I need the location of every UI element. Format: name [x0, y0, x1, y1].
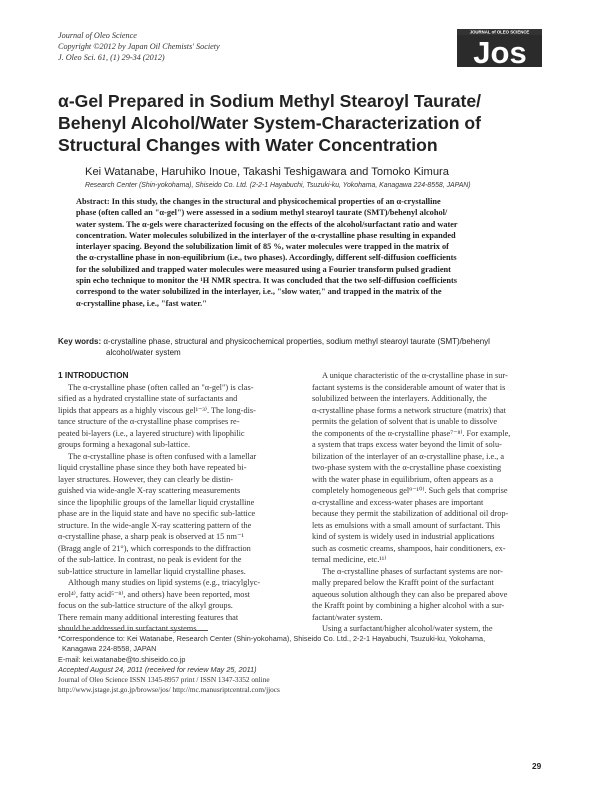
keywords-line-1: α-crystalline phase, structural and physicochemical properties, sodium methyl stearoyl taurate (SMT)/behenyl — [103, 337, 490, 346]
affiliation: Research Center (Shin-yokohama), Shiseido Co. Ltd. (2-2-1 Hayabuchi, Tsuzuki-ku, Yokohama, Kanagawa 224-8558, JAPAN) — [85, 182, 471, 189]
body-line: solubilized between the interlayers. Additionally, the — [312, 394, 487, 403]
body-line: because they permit the stabilization of additional oil drop- — [312, 509, 509, 518]
body-line: (Bragg angle of 21°), which corresponds to the diffraction — [58, 543, 251, 553]
left-column — [58, 370, 298, 635]
body-line: tance structure of the α-crystalline phase comprises re- — [58, 417, 240, 426]
body-line: sub-lattice structure in lamellar liquid crystalline phases. — [58, 566, 246, 576]
abstract-line: α-crystalline phase, i.e., "fast water." — [76, 298, 207, 308]
title-line-2: Behenyl Alcohol/Water System-Characterization of — [58, 113, 481, 133]
footnote — [58, 634, 485, 696]
journal-logo — [457, 29, 542, 67]
abstract-line: for the solubilized and trapped water molecules were measured using a Fourier transform pulsed gradient — [76, 264, 451, 274]
body-line: ternal medicine, etc.¹¹⁾ — [312, 555, 387, 564]
body-line: such as cosmetic creams, shampoos, hair conditioners, ex- — [312, 543, 506, 553]
body-line: layer structures. However, they can clearly be distin- — [58, 474, 233, 484]
body-line: phase are in the liquid state and have no specific sub-lattice — [58, 509, 256, 518]
keywords-line-2: alcohol/water system — [106, 348, 181, 357]
body-line: The α-crystalline phases of surfactant systems are nor- — [322, 566, 503, 576]
footnote-divider — [58, 630, 208, 631]
abstract — [76, 196, 544, 309]
accepted-date: Accepted August 24, 2011 (received for review May 25, 2011) — [58, 664, 257, 674]
copyright: Copyright ©2012 by Japan Oil Chemists' Society — [58, 42, 220, 51]
correspondence: *Correspondence to: Kei Watanabe, Research Center (Shin-yokohama), Shiseido Co. Ltd., 2-2-1 Hayabuchi, Tsuzuki-ku, Yokohama, — [58, 634, 486, 643]
body-line: α-crystalline and excess-water phases are important — [312, 497, 484, 507]
keywords — [58, 336, 548, 358]
section-heading-introduction: 1 INTRODUCTION — [58, 370, 129, 380]
body-line: kind of system is widely used in industrial applications — [312, 532, 495, 541]
body-line: aqueous solution although they can also be prepared above — [312, 589, 508, 599]
abstract-line: concentration. Water molecules solubilized in the interlayer of the α-crystalline phase resulting in expanded — [76, 230, 456, 240]
correspondence-line-2: Kanagawa 224-8558, JAPAN — [62, 644, 157, 654]
citation: J. Oleo Sci. 61, (1) 29-34 (2012) — [58, 53, 165, 62]
body-line: erol⁴⁾, fatty acid⁵⁻⁸⁾, and others) have been reported, most — [58, 589, 250, 599]
keywords-label: Key words: — [58, 337, 102, 346]
body-line: guished via wide-angle X-ray scattering measurements — [58, 486, 241, 495]
abstract-line: Abstract: In this study, the changes in the structural and physicochemical properties of an α-crystalline — [76, 197, 441, 206]
abstract-line: interlayer spacing. Beyond the solubilization limit of 85 %, water molecules were trapped in the matrix of — [76, 242, 449, 252]
body-line: factant/water system. — [312, 612, 383, 622]
authors: Kei Watanabe, Haruhiko Inoue, Takashi Teshigawara and Tomoko Kimura — [85, 166, 450, 178]
body-line: completely homogeneous gel⁹⁻¹⁰⁾. Such gels that comprise — [312, 486, 508, 495]
page-number: 29 — [532, 761, 542, 771]
body-line: focus on the sub-lattice structure of the alkyl groups. — [58, 601, 233, 610]
body-line: groups forming a hexagonal sub-lattice. — [58, 440, 191, 449]
article-title — [58, 90, 548, 156]
logo-small-text: JOURNAL of OLEO SCIENCE — [469, 29, 530, 35]
body-line: structure. In the wide-angle X-ray scattering pattern of the — [58, 520, 252, 530]
abstract-line: the α-crystalline phase in non-equilibrium (i.e., two phases). Accordingly, different self-diffusion coefficients — [76, 253, 457, 263]
journal-info — [58, 30, 220, 63]
body-line: with the water phase in equilibrium, often appears as a — [312, 474, 494, 484]
body-line: liquid crystalline phase since they both have repeated bi- — [58, 463, 247, 472]
email: E-mail: kei.watanabe@to.shiseido.co.jp — [58, 654, 186, 664]
title-line-1: α-Gel Prepared in Sodium Methyl Stearoyl Taurate/ — [58, 91, 482, 111]
body-line: mally prepared below the Krafft point of the surfactant — [312, 578, 494, 587]
title-line-3: Structural Changes with Water Concentration — [58, 135, 438, 155]
right-column — [312, 370, 552, 635]
body-line: peated bi-layers (i.e., a layered structure) with lipophilic — [58, 428, 245, 438]
body-line: There remain many additional interesting features that — [58, 612, 239, 622]
journal-name: Journal of Oleo Science — [58, 31, 137, 40]
body-line: A unique characteristic of the α-crystalline phase in sur- — [322, 371, 508, 380]
body-line: bilization of the interlayer of an α-crystalline phase, i.e., a — [312, 451, 505, 461]
body-line: α-crystalline phase, a sharp peak is observed at 15 nm⁻¹ — [58, 532, 244, 541]
body-line: Using a surfactant/higher alcohol/water system, the — [322, 624, 493, 633]
body-line: a system that traps excess water beyond the limit of solu- — [312, 440, 502, 449]
abstract-line: spin echo technique to monitor the ¹H NMR spectra. It was concluded that the two self-diffusion coefficients — [76, 276, 457, 286]
body-line: should be addressed in surfactant systems. — [58, 624, 199, 633]
body-line: The α-crystalline phase is often confused with a lamellar — [68, 451, 257, 461]
body-line: since the lipophilic groups of the lamellar liquid crystalline — [58, 497, 255, 507]
body-line: sified as a hydrated crystalline state of surfactants and — [58, 394, 238, 403]
body-line: lets as emulsions with a small amount of surfactant. This — [312, 520, 501, 530]
issn: Journal of Oleo Science ISSN 1345-8957 print / ISSN 1347-3352 online — [58, 675, 270, 685]
body-line: the Krafft point by combining a higher alcohol with a sur- — [312, 601, 505, 610]
abstract-line: phase (often called an "α-gel") were assessed in a sodium methyl stearoyl taurate (SMT)/behenyl alcohol/ — [76, 208, 448, 218]
body-line: permits the gelation of solvent that is unable to dissolve — [312, 417, 498, 426]
body-line: The α-crystalline phase (often called an "α-gel") is clas- — [68, 382, 254, 392]
body-line: lipids that appears as a highly viscous gel¹⁻³⁾. The long-dis- — [58, 405, 256, 415]
body-line: α-crystalline phase forms a network structure (matrix) that — [312, 405, 506, 415]
logo-big-text: Jos — [473, 35, 527, 67]
body-line: of the sub-lattice. In contrast, no peak is evident for the — [58, 555, 242, 564]
journal-urls[interactable]: http://www.jstage.jst.go.jp/browse/jos/ http://mc.manusriptcentral.com/jjocs — [58, 685, 280, 695]
body-line: Although many studies on lipid systems (e.g., triacylglyc- — [68, 578, 261, 587]
abstract-line: correspond to the water solubilized in the interlayer, i.e., "slow water," and trapped in the matrix of the — [76, 287, 442, 297]
abstract-line: water system. The α-gels were characterized focusing on the effects of the alcohol/surfactant ratio and water — [76, 219, 458, 229]
body-line: factant systems is the considerable amount of water that is — [312, 382, 506, 392]
body-line: two-phase system with the α-crystalline phase coexisting — [312, 463, 502, 472]
body-line: the components of the α-crystalline phase⁷⁻⁸⁾. For example, — [312, 428, 511, 438]
